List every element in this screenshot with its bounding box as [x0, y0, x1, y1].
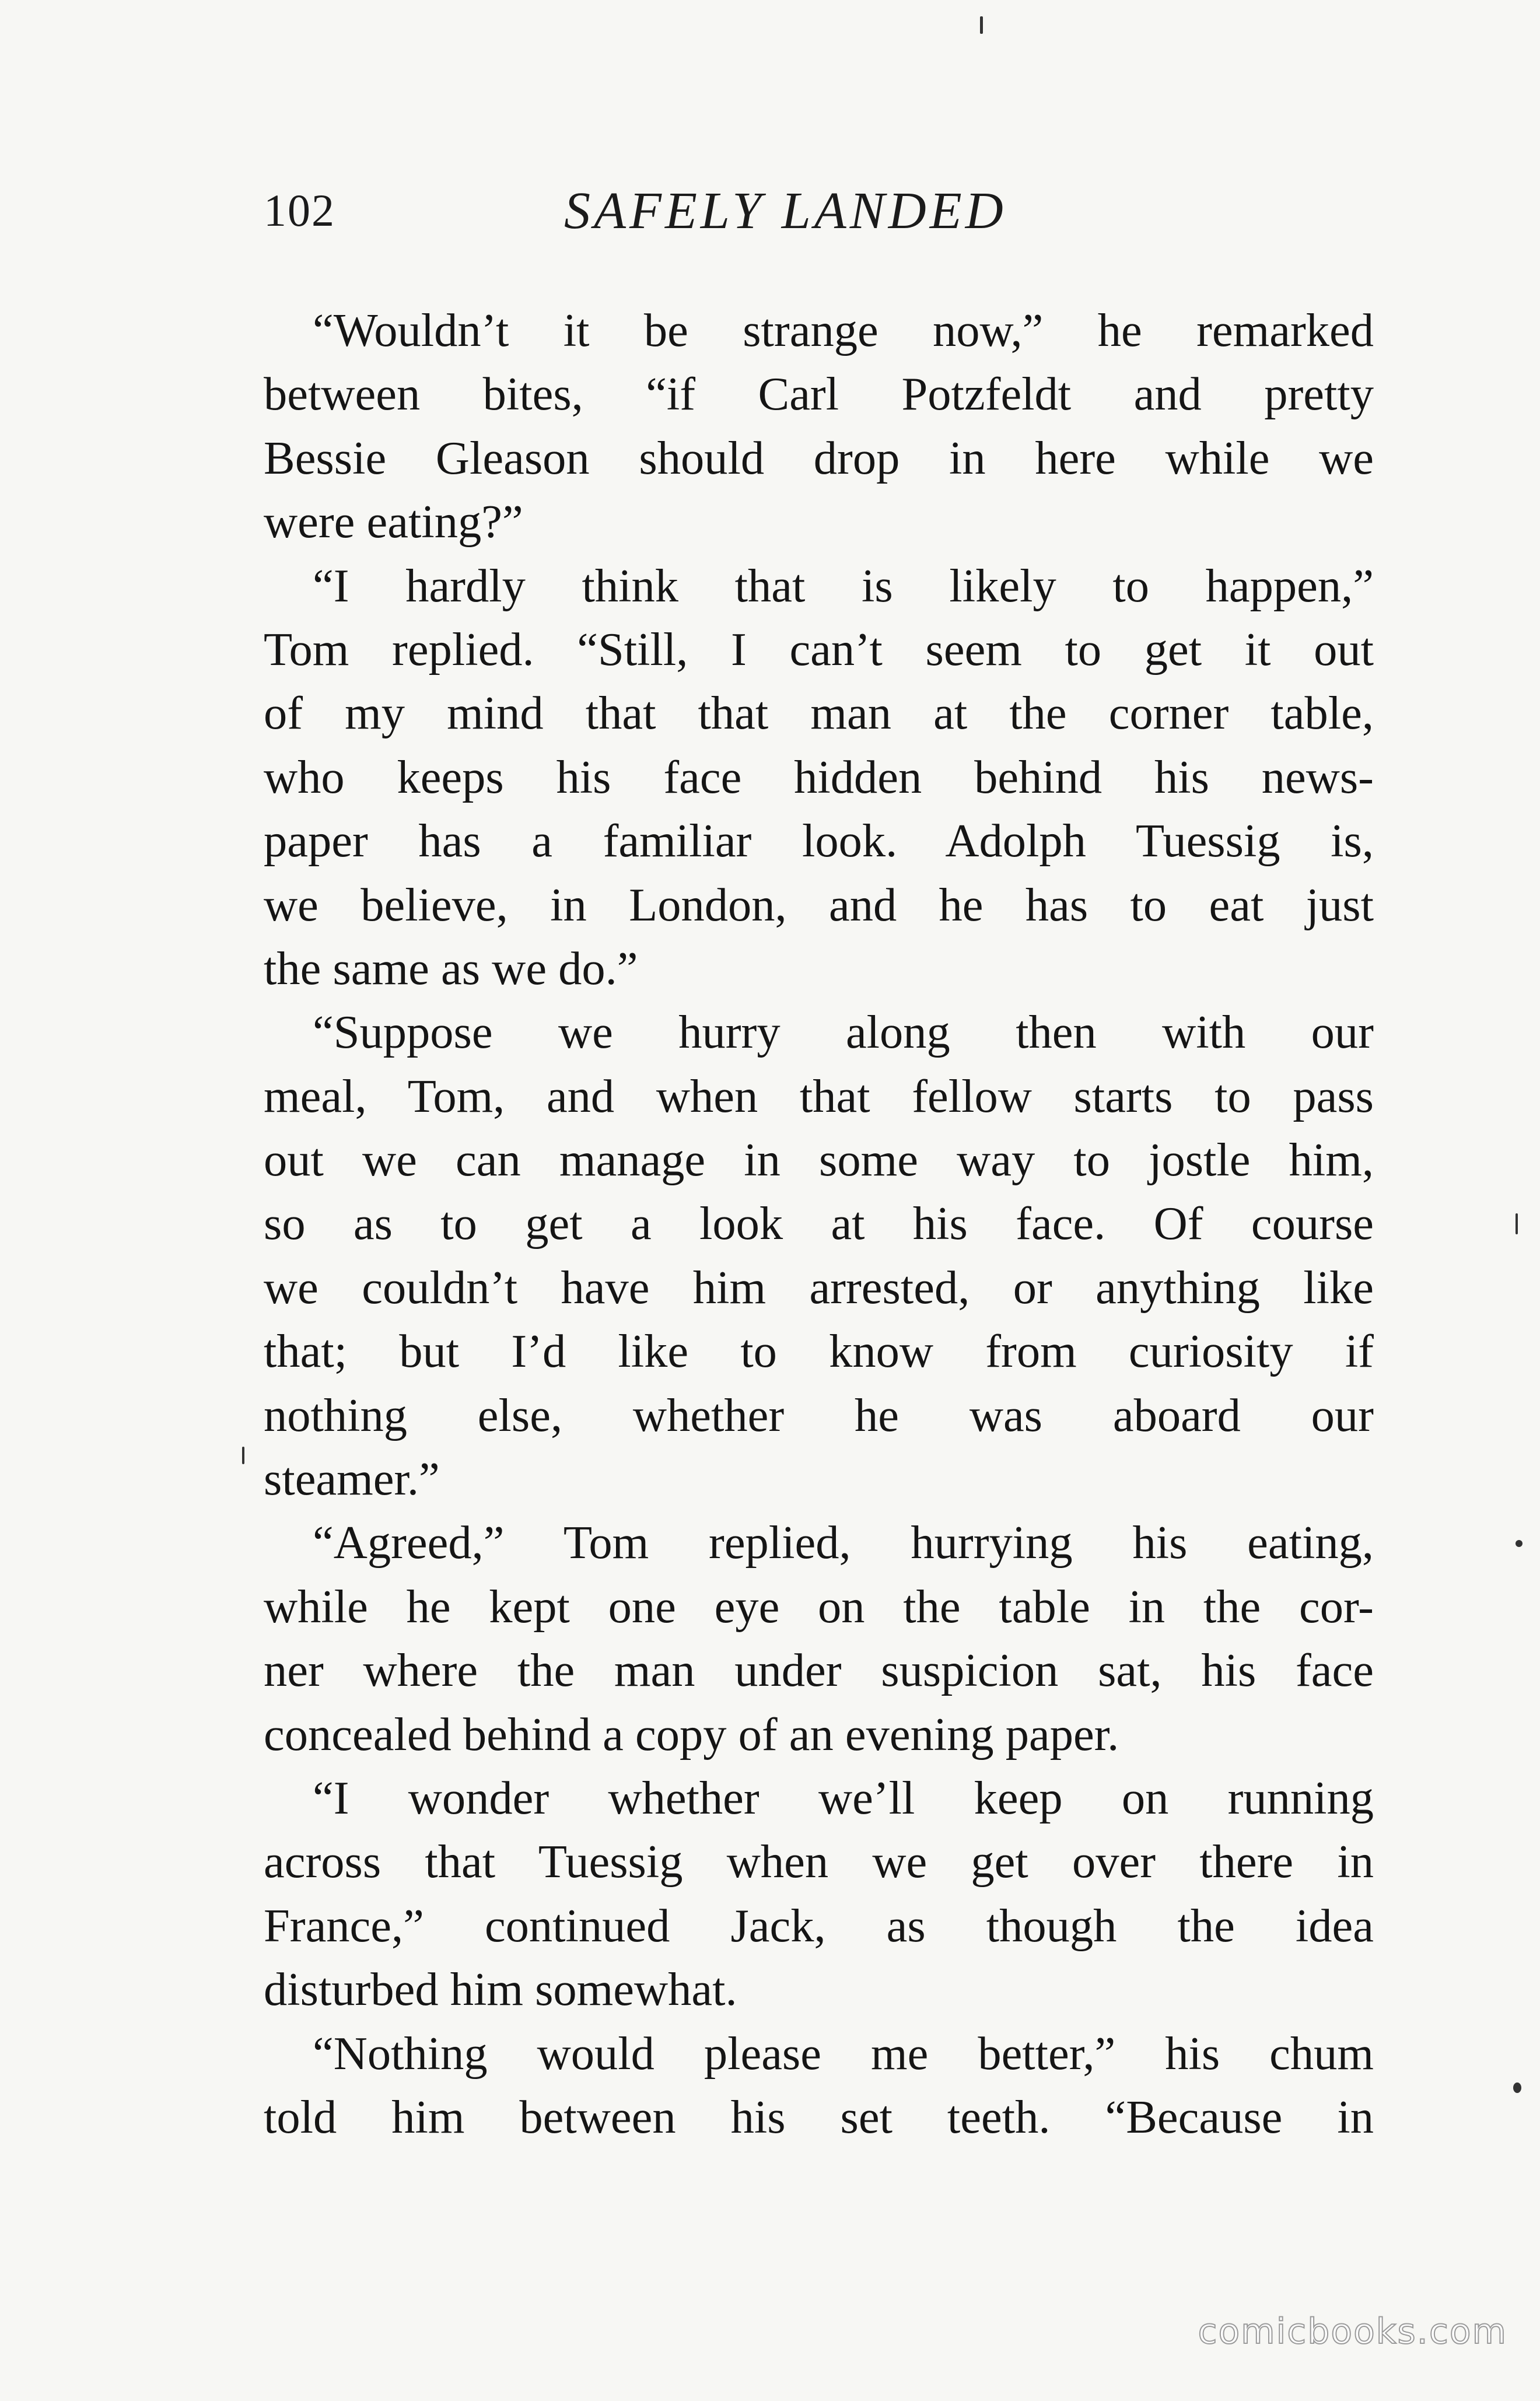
text-line: the same as we do.”: [264, 942, 638, 995]
text-line: told him between his set teeth. “Because in: [264, 2091, 1374, 2143]
text-line: concealed behind a copy of an evening paper.: [264, 1708, 1119, 1760]
text-line: ner where the man under suspicion sat, his face: [264, 1644, 1374, 1697]
scan-speck: [1516, 1213, 1518, 1234]
text-line: meal, Tom, and when that fellow starts to pass: [264, 1070, 1374, 1122]
text-line: nothing else, whether he was aboard our: [264, 1389, 1374, 1441]
text-line: of my mind that that man at the corner table,: [264, 687, 1374, 740]
scan-speck: [980, 16, 983, 34]
text-line: Tom replied. “Still, I can’t seem to get it out: [264, 623, 1374, 676]
text-line: we believe, in London, and he has to eat just: [264, 878, 1374, 931]
text-line: so as to get a look at his face. Of course: [264, 1198, 1374, 1250]
text-line: France,” continued Jack, as though the idea: [264, 1899, 1374, 1952]
text-line: were eating?”: [264, 496, 523, 548]
watermark: comicbooks.com: [1198, 2311, 1507, 2352]
text-line: paper has a familiar look. Adolph Tuessig is,: [264, 815, 1374, 867]
text-line: steamer.”: [264, 1453, 440, 1506]
text-line: while he kept one eye on the table in the cor-: [264, 1580, 1374, 1633]
text-line: out we can manage in some way to jostle him,: [264, 1134, 1374, 1186]
text-line: across that Tuessig when we get over there in: [264, 1836, 1374, 1888]
text-line: Bessie Gleason should drop in here while we: [264, 432, 1374, 484]
running-head: [264, 181, 1372, 245]
scan-speck: [1513, 2082, 1521, 2093]
body-text: [264, 299, 1374, 2149]
text-line: that; but I’d like to know from curiosity if: [264, 1325, 1374, 1378]
text-line: “Nothing would please me better,” his chum: [313, 2027, 1374, 2080]
text-line: between bites, “if Carl Potzfeldt and pretty: [264, 368, 1374, 421]
text-line: “Suppose we hurry along then with our: [313, 1006, 1374, 1059]
text-line: “I wonder whether we’ll keep on running: [313, 1772, 1374, 1824]
scan-speck: [1516, 1540, 1522, 1547]
scan-speck: [242, 1447, 244, 1464]
text-line: “Agreed,” Tom replied, hurrying his eating,: [313, 1517, 1374, 1569]
text-line: “I hardly think that is likely to happen,”: [313, 559, 1374, 612]
text-line: who keeps his face hidden behind his news-: [264, 751, 1374, 803]
text-line: we couldn’t have him arrested, or anything like: [264, 1261, 1374, 1314]
running-title: SAFELY LANDED: [564, 182, 1007, 240]
page-number: 102: [264, 185, 335, 236]
text-line: disturbed him somewhat.: [264, 1964, 737, 2016]
text-line: “Wouldn’t it be strange now,” he remarked: [313, 304, 1374, 356]
